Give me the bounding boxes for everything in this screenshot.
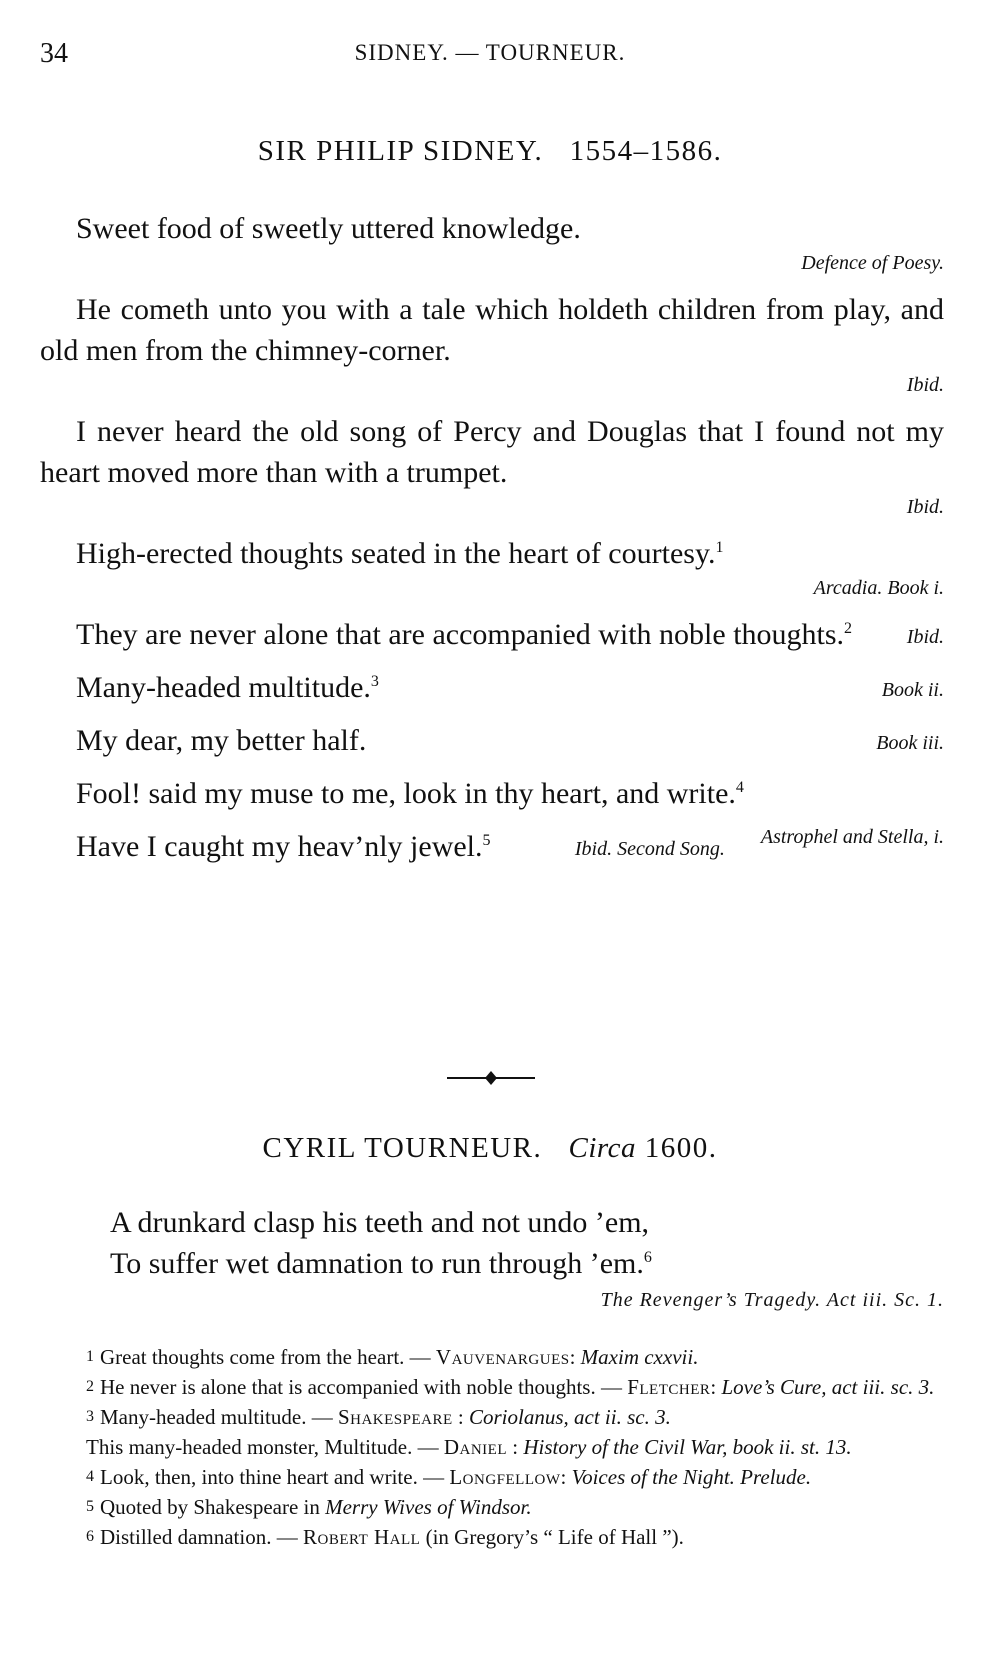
author-dates: 1554–1586. bbox=[569, 135, 723, 167]
quote-source: The Revenger’s Tragedy. Act iii. Sc. 1. bbox=[600, 1289, 944, 1311]
quote-source: Ibid. bbox=[906, 374, 944, 396]
quote-source: Defence of Poesy. bbox=[801, 252, 944, 274]
verse-line: To suffer wet damnation to run through ’em.$^6$ bbox=[110, 1247, 652, 1280]
footnotes bbox=[40, 1342, 944, 1552]
footnote-marker: 2 bbox=[844, 620, 853, 637]
quote-source: Ibid. bbox=[906, 496, 944, 518]
footnote: $^5$ Quoted by Shakespeare in Merry Wives of Windsor. bbox=[86, 1495, 532, 1519]
quote-text: Fool! said my muse to me, look in thy heart, and write.$^4$ Astrophel and Stella, i. bbox=[40, 773, 944, 814]
quote-source: Book ii. bbox=[881, 679, 944, 701]
quote-text: My dear, my better half. Book iii. bbox=[40, 720, 944, 761]
circa-label: Circa bbox=[568, 1132, 636, 1164]
footnote: $^6$ Distilled damnation. — Robert Hall (in Gregory’s “ Life of Hall ”). bbox=[86, 1525, 684, 1549]
section-heading-tourneur bbox=[40, 1132, 940, 1165]
author-name: CYRIL TOURNEUR. bbox=[262, 1132, 543, 1164]
quote-text: He cometh unto you with a tale which holdeth children from play, and old men from the chimney-corner. bbox=[40, 293, 944, 367]
quote-text: I never heard the old song of Percy and Douglas that I found not my heart moved more than with a trumpet. bbox=[40, 415, 944, 489]
footnote-marker: 3 bbox=[370, 673, 379, 690]
quote-source: Book iii. bbox=[876, 732, 944, 754]
quote-item bbox=[40, 208, 944, 277]
footnote-marker: 4 bbox=[735, 779, 744, 796]
quote-source: Arcadia. Book i. bbox=[813, 577, 944, 599]
author-year: 1600. bbox=[644, 1132, 718, 1164]
quote-item bbox=[40, 614, 944, 655]
section-heading-sidney bbox=[40, 135, 940, 168]
quote-text: High-erected thoughts seated in the heart of courtesy.$^1$ bbox=[76, 537, 724, 570]
footnote: $^1$ Great thoughts come from the heart. — Vauvenargues: Maxim cxxvii. bbox=[86, 1345, 699, 1369]
quote-source: Ibid. Second Song. bbox=[574, 838, 725, 860]
footnote: $^2$ He never is alone that is accompanied with noble thoughts. — Fletcher: Love’s Cure, act iii. sc. 3. bbox=[86, 1375, 935, 1399]
footnote-marker: 6 bbox=[643, 1249, 652, 1266]
footnote: $^4$ Look, then, into thine heart and write. — Longfellow: Voices of the Night. Prelude. bbox=[86, 1465, 812, 1489]
running-title: SIDNEY. — TOURNEUR. bbox=[354, 40, 626, 65]
footnote: This many-headed monster, Multitude. — Daniel : History of the Civil War, book ii. st. 13. bbox=[86, 1435, 852, 1459]
verse-line: A drunkard clasp his teeth and not undo ’em, bbox=[110, 1206, 650, 1239]
quote-item bbox=[40, 667, 944, 708]
quote-text: Sweet food of sweetly uttered knowledge. bbox=[76, 212, 581, 245]
quote-item bbox=[40, 533, 944, 602]
quote-source: Ibid. bbox=[906, 626, 944, 648]
quote-item bbox=[40, 720, 944, 761]
running-head bbox=[40, 38, 940, 78]
quote-item bbox=[40, 411, 944, 521]
page-number: 34 bbox=[40, 38, 68, 69]
quote-text: Many-headed multitude.$^3$ Book ii. bbox=[40, 667, 944, 708]
section-divider-ornament bbox=[0, 1068, 1000, 1088]
quote-text: They are never alone that are accompanied with noble thoughts.$^2$ Ibid. bbox=[40, 614, 944, 655]
sidney-quotes bbox=[40, 208, 944, 870]
footnote-marker: 5 bbox=[482, 832, 491, 849]
quote-source: Astrophel and Stella, i. bbox=[760, 826, 944, 848]
tourneur-verse bbox=[110, 1202, 944, 1314]
author-name: SIR PHILIP SIDNEY. bbox=[257, 135, 544, 167]
quote-text: Have I caught my heav’nly jewel.$^5$ Ibid. Second Song. bbox=[40, 826, 944, 867]
footnote-marker: 1 bbox=[715, 539, 724, 556]
footnote: $^3$ Many-headed multitude. — Shakespeare : Coriolanus, act ii. sc. 3. bbox=[86, 1405, 671, 1429]
quote-item bbox=[40, 289, 944, 399]
